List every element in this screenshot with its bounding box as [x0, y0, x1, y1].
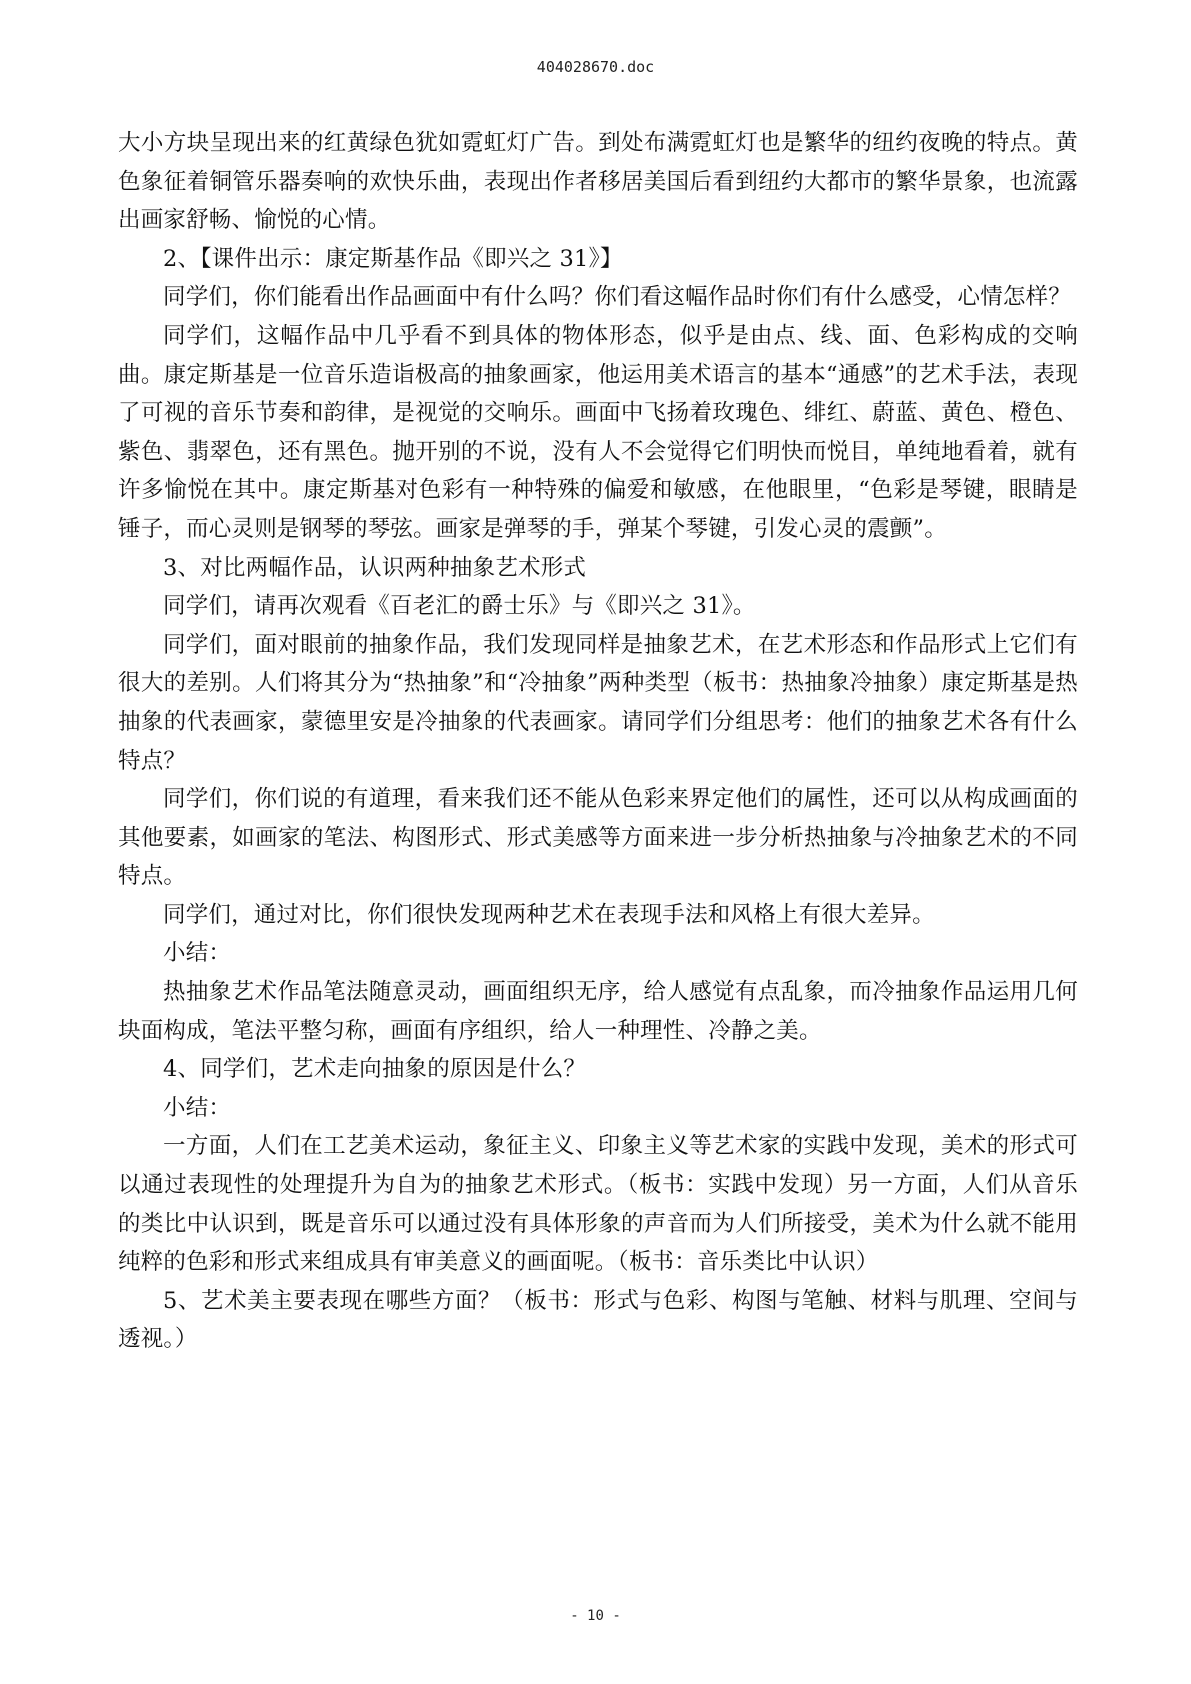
page-number: - 10 -	[570, 1608, 621, 1624]
document-body	[118, 124, 1078, 1359]
paragraph-1: 大小方块呈现出来的红黄绿色犹如霓虹灯广告。到处布满霓虹灯也是繁华的纽约夜晚的特点。黄色象征着铜管乐器奏响的欢快乐曲，表现出作者移居美国后看到纽约大都市的繁华景象，也流露出画家舒畅、愉悦的心情。	[118, 130, 1078, 234]
paragraph-4: 同学们，这幅作品中几乎看不到具体的物体形态，似乎是由点、线、面、色彩构成的交响曲。康定斯基是一位音乐造诣极高的抽象画家，他运用美术语言的基本“通感”的艺术手法，表现了可视的音乐节奏和韵律，是视觉的交响乐。画面中飞扬着玫瑰色、绯红、蔚蓝、黄色、橙色、紫色、翡翠色，还有黑色。抛开别的不说，没有人不会觉得它们明快而悦目，单纯地看着，就有许多愉悦在其中。康定斯基对色彩有一种特殊的偏爱和敏感，在他眼里，“色彩是琴键，眼睛是锤子，而心灵则是钢琴的琴弦。画家是弹琴的手，弹某个琴键，引发心灵的震颤”。	[118, 322, 1078, 542]
paragraph-9: 同学们，通过对比，你们很快发现两种艺术在表现手法和风格上有很大差异。	[163, 901, 935, 928]
paragraph-8: 同学们，你们说的有道理，看来我们还不能从色彩来界定他们的属性，还可以从构成画面的其他要素，如画家的笔法、构图形式、形式美感等方面来进一步分析热抽象与冷抽象艺术的不同特点。	[118, 786, 1078, 890]
paragraph-10: 小结：	[163, 940, 232, 967]
paragraph-15: 5、艺术美主要表现在哪些方面？（板书：形式与色彩、构图与笔触、材料与肌理、空间与透视。）	[118, 1287, 1078, 1353]
paragraph-12: 4、同学们，艺术走向抽象的原因是什么？	[163, 1056, 587, 1083]
paragraph-5: 3、对比两幅作品，认识两种抽象艺术形式	[163, 554, 587, 581]
page-header-filename: 404028670.doc	[536, 58, 655, 76]
paragraph-14: 一方面，人们在工艺美术运动，象征主义、印象主义等艺术家的实践中发现，美术的形式可以通过表现性的处理提升为自为的抽象艺术形式。（板书：实践中发现）另一方面，人们从音乐的类比中认识到，既是音乐可以通过没有具体形象的声音而为人们所接受，美术为什么就不能用纯粹的色彩和形式来组成具有审美意义的画面呢。（板书：音乐类比中认识）	[118, 1133, 1078, 1276]
paragraph-3: 同学们，你们能看出作品画面中有什么吗？你们看这幅作品时你们有什么感受，心情怎样？	[163, 284, 1072, 311]
paragraph-6: 同学们，请再次观看《百老汇的爵士乐》与《即兴之 31》。	[163, 593, 756, 620]
paragraph-13: 小结：	[163, 1094, 232, 1121]
paragraph-11: 热抽象艺术作品笔法随意灵动，画面组织无序，给人感觉有点乱象，而冷抽象作品运用几何块面构成，笔法平整匀称，画面有序组织，给人一种理性、冷静之美。	[118, 979, 1078, 1044]
paragraph-7: 同学们，面对眼前的抽象作品，我们发现同样是抽象艺术，在艺术形态和作品形式上它们有很大的差别。人们将其分为“热抽象”和“冷抽象”两种类型（板书：热抽象冷抽象）康定斯基是热抽象的代表画家，蒙德里安是冷抽象的代表画家。请同学们分组思考：他们的抽象艺术各有什么特点？	[118, 631, 1078, 774]
paragraph-2: 2、【课件出示：康定斯基作品《即兴之 31》】	[163, 245, 623, 272]
